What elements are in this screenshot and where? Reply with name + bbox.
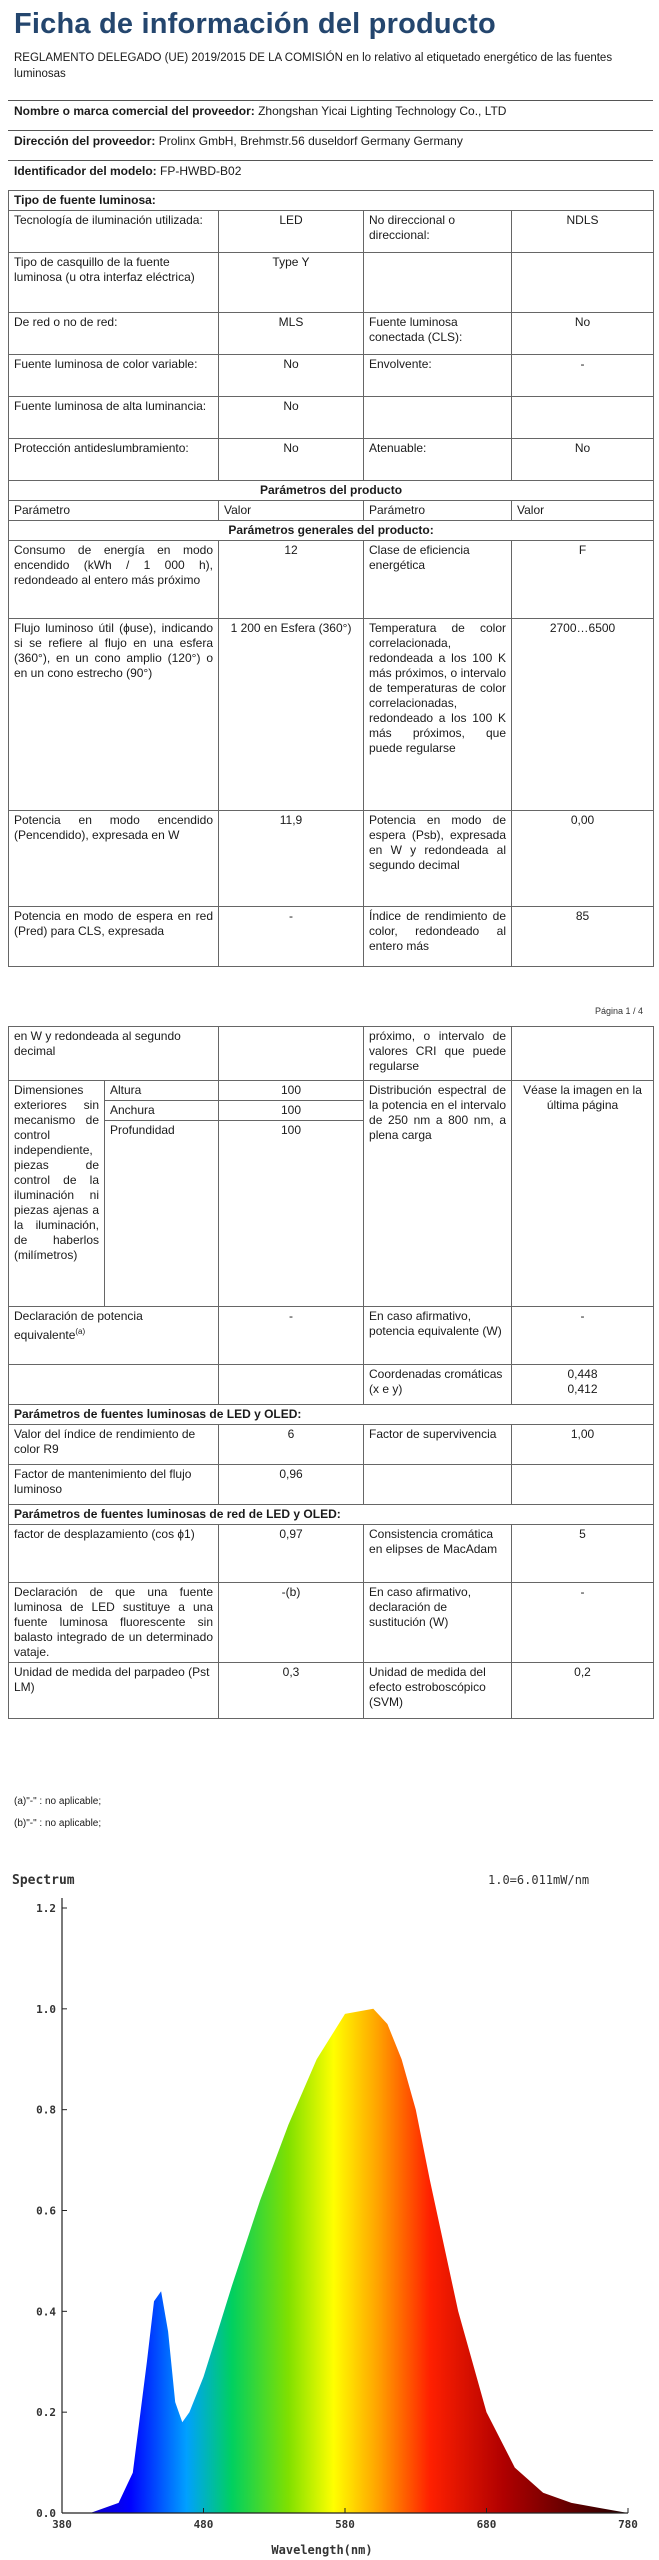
general-params-header: Parámetros generales del producto: (9, 521, 654, 541)
supplier-name-value: Zhongshan Yicai Lighting Technology Co., LTD (258, 104, 507, 118)
footnote-b: (b)"-" : no aplicable; (14, 1818, 102, 1829)
supplier-address-label: Dirección del proveedor: (14, 134, 156, 148)
spectrum-plot (36, 1898, 638, 2531)
table-row: Protección antideslumbramiento: No Atenuable: No (9, 439, 654, 481)
mains-led-params-header: Parámetros de fuentes luminosas de red de LED y OLED: (9, 1505, 654, 1525)
y-tick-label: 0.8 (36, 2103, 56, 2117)
spectral-distribution-value: Véase la imagen en la última página (512, 1081, 654, 1307)
table-row: Anchura 100 (9, 1101, 654, 1121)
table-row: Coordenadas cromáticas (x e y) 0,448 0,412 (9, 1365, 654, 1405)
table-row: factor de desplazamiento (cos ɸ1) 0,97 Consistencia cromática en elipses de MacAdam 5 (9, 1525, 654, 1583)
table-row: Potencia en modo de espera en red (Pred) para CLS, expresada - Índice de rendimiento de color, redondeado al entero más 85 (9, 907, 654, 967)
table-row: Flujo luminoso útil (ɸuse), indicando si se refiere al flujo en una esfera (360°), en un cono amplio (120°) o en un cono estrecho (90°) 1 200 en Esfera (360°) Temperatura de color correlacionada, redondeada a los 100 K más próximos, o intervalo de temperaturas de color correlacionadas, redondeado a los 100 K más próximos, que puede regularse 2700…6500 (9, 619, 654, 811)
table-row: De red o no de red: MLS Fuente luminosa conectada (CLS): No (9, 313, 654, 355)
x-tick-label: 780 (618, 2518, 638, 2531)
supplier-address-row (8, 130, 653, 160)
table-row: Tipo de casquillo de la fuente luminosa (u otra interfaz eléctrica) Type Y (9, 253, 654, 313)
y-tick-label: 0.6 (36, 2204, 56, 2218)
product-params-header: Parámetros del producto (9, 481, 654, 501)
x-tick-label: 480 (193, 2518, 214, 2531)
column-header-row: Parámetro Valor Parámetro Valor (9, 501, 654, 521)
supplier-address-value: Prolinx GmbH, Brehmstr.56 duseldorf Germany Germany (158, 134, 463, 148)
y-tick-label: 0.4 (36, 2305, 56, 2319)
spectrum-title: Spectrum (12, 1873, 75, 1888)
supplier-name-label: Nombre o marca comercial del proveedor: (14, 104, 255, 118)
regulation-text: REGLAMENTO DELEGADO (UE) 2019/2015 DE LA COMISIÓN en lo relativo al etiquetado energético de las fuentes luminosas (14, 52, 613, 80)
x-axis-label: Wavelength(nm) (271, 2543, 373, 2557)
spectrum-area (62, 2009, 628, 2513)
y-tick-label: 1.2 (36, 1902, 56, 1915)
y-tick-label: 1.0 (36, 2002, 56, 2016)
footnote-a: (a)"-" : no aplicable; (14, 1796, 102, 1807)
model-value: FP-HWBD-B02 (160, 164, 242, 178)
table-row: en W y redondeada al segundo decimal próximo, o intervalo de valores CRI que puede regularse (9, 1027, 654, 1081)
model-row (8, 160, 653, 190)
dimensions-label: Dimensiones exteriores sin mecanismo de control independiente, piezas de control de la iluminación ni piezas ajenas a la iluminación, de haberlos (milímetros) (9, 1081, 105, 1307)
led-params-header: Parámetros de fuentes luminosas de LED y OLED: (9, 1405, 654, 1425)
table-row: Fuente luminosa de alta luminancia: No (9, 397, 654, 439)
product-table-page2 (8, 1026, 654, 1719)
spectral-distribution-label: Distribución espectral de la potencia en el intervalo de 250 nm a 800 nm, a plena carga (364, 1081, 512, 1307)
table-row: Declaración de que una fuente luminosa de LED sustituye a una fuente luminosa fluorescente sin balasto integrado de un determinado vataje. -(b) En caso afirmativo, declaración de sustitución (W) - (9, 1583, 654, 1663)
product-table-page1 (8, 190, 654, 967)
page-number: Página 1 / 4 (594, 1006, 643, 1016)
spectrum-scale-text: 1.0=6.011mW/nm (488, 1873, 590, 1887)
x-tick-label: 380 (52, 2518, 72, 2531)
table-row: Factor de mantenimiento del flujo luminoso 0,96 (9, 1465, 654, 1505)
dimensions-row: Dimensiones exteriores sin mecanismo de control independiente, piezas de control de la iluminación ni piezas ajenas a la iluminación, de haberlos (milímetros) Altura 100 Distribución espectral de la potencia en el intervalo de 250 nm a 800 nm, a plena carga Véase la imagen en la última página (9, 1081, 654, 1101)
x-tick-label: 680 (476, 2518, 497, 2531)
table-row: Potencia en modo encendido (Pencendido), expresada en W 11,9 Potencia en modo de espera (Psb), expresada en W y redondeada al segundo decimal 0,00 (9, 811, 654, 907)
source-type-header: Tipo de fuente luminosa: (9, 191, 654, 211)
table-row: Consumo de energía en modo encendido (kWh / 1 000 h), redondeado al entero más próximo 12 Clase de eficiencia energética F (9, 541, 654, 619)
table-row: Tecnología de iluminación utilizada: LED No direccional o direccional: NDLS (9, 211, 654, 253)
spectrum-chart (0, 1848, 659, 2560)
x-tick-label: 580 (335, 2518, 355, 2531)
table-row: Valor del índice de rendimiento de color R9 6 Factor de supervivencia 1,00 (9, 1425, 654, 1465)
table-row: Profundidad 100 (9, 1121, 654, 1307)
model-label: Identificador del modelo: (14, 164, 157, 178)
y-tick-label: 0.0 (36, 2507, 56, 2520)
page-title: Ficha de información del producto (14, 8, 496, 40)
table-row: Unidad de medida del parpadeo (Pst LM) 0,3 Unidad de medida del efecto estroboscópico (SVM) 0,2 (9, 1663, 654, 1719)
table-row: Declaración de potencia equivalente$^{(a)}$ - En caso afirmativo, potencia equivalente (W) - (9, 1307, 654, 1365)
table-row: Fuente luminosa de color variable: No Envolvente: - (9, 355, 654, 397)
y-tick-label: 0.2 (36, 2406, 56, 2420)
supplier-name-row (8, 100, 653, 130)
